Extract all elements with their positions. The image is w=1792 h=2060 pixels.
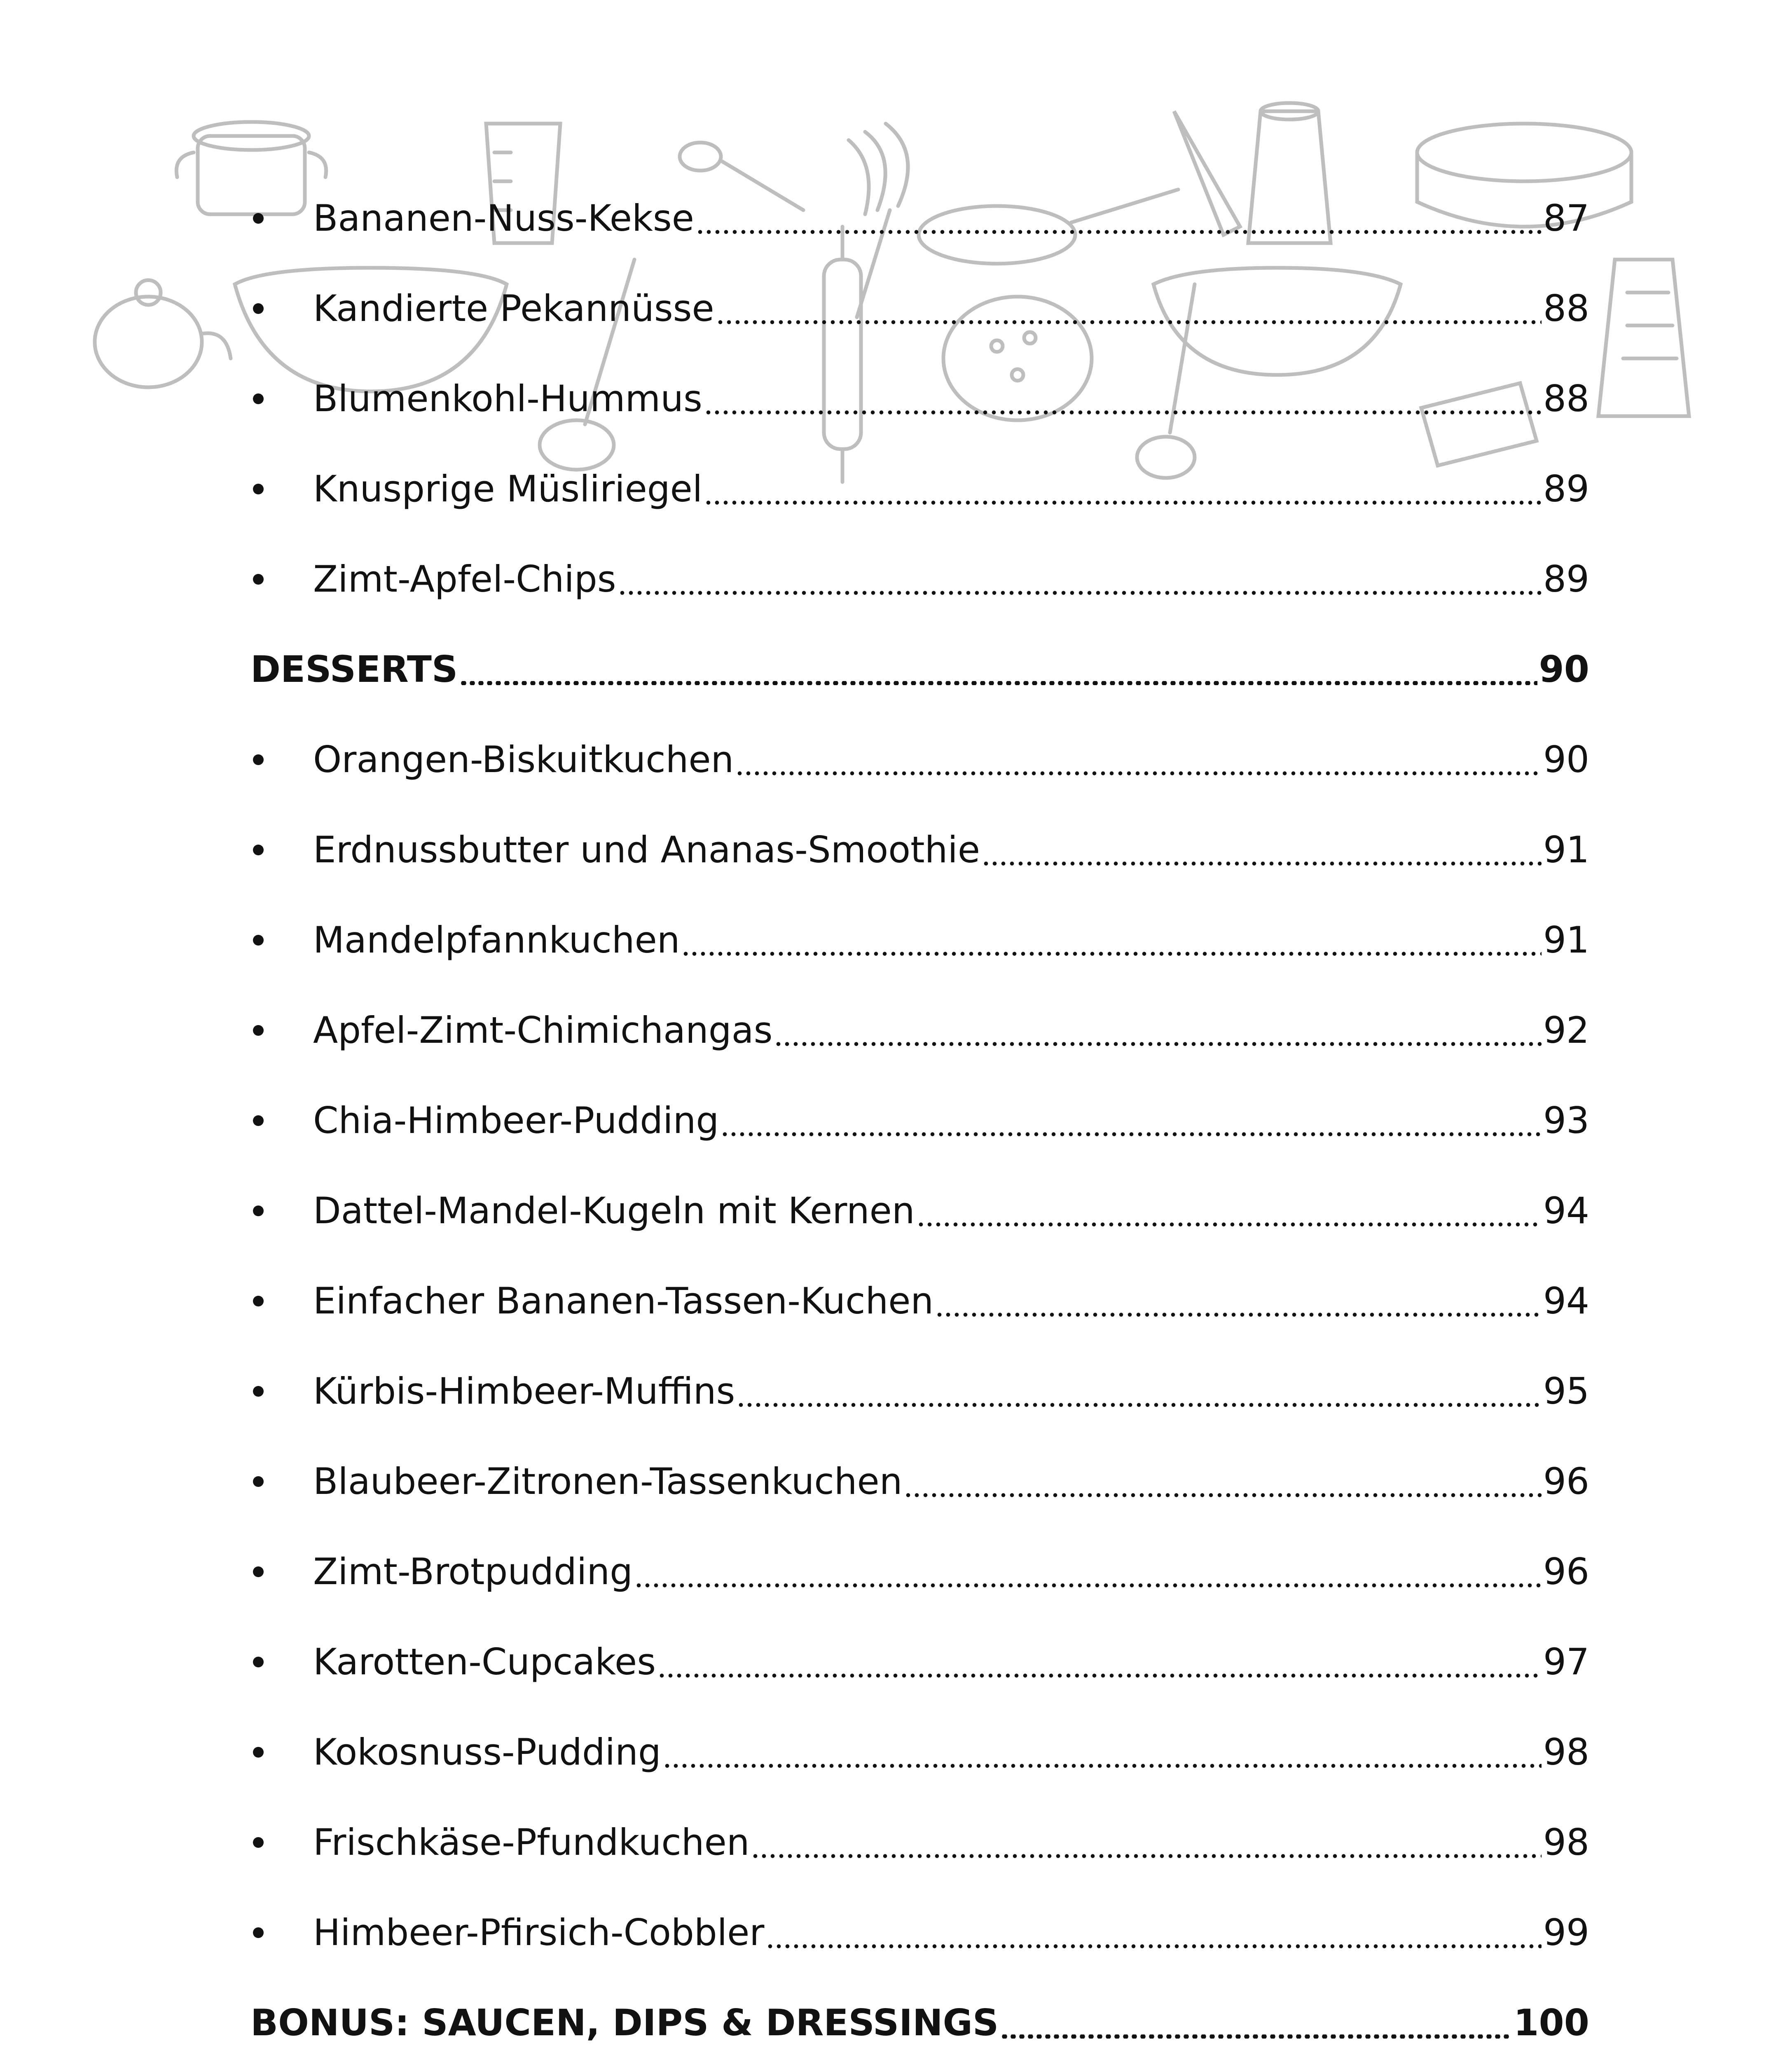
toc-entry-line — [250, 648, 1589, 691]
toc-entry[interactable] — [250, 1436, 1589, 1526]
bullet-icon — [253, 574, 264, 585]
dot-leader — [704, 501, 1542, 505]
bullet-icon — [253, 1747, 264, 1758]
dot-leader — [774, 1042, 1542, 1046]
toc-entry-page-number: 89 — [1543, 467, 1589, 510]
toc-entry-line — [313, 828, 1589, 871]
bullet-icon — [253, 754, 264, 765]
toc-entry-label: Knusprige Müsliriegel — [313, 467, 703, 510]
toc-entry-line — [313, 467, 1589, 510]
toc-entry-line — [250, 2001, 1589, 2044]
dot-leader — [681, 952, 1542, 956]
toc-entry-label: Mandelpfannkuchen — [313, 918, 680, 961]
toc-entry[interactable] — [250, 985, 1589, 1075]
toc-entry-line — [313, 197, 1589, 239]
toc-entry-page-number: 98 — [1543, 1821, 1589, 1863]
toc-entry[interactable] — [250, 1256, 1589, 1346]
toc-entry[interactable] — [250, 353, 1589, 444]
toc-entry-page-number: 96 — [1543, 1550, 1589, 1593]
toc-entry-line — [313, 1911, 1589, 1954]
toc-entry-label: Bananen-Nuss-Kekse — [313, 197, 694, 239]
toc-entry-page-number: 99 — [1543, 1911, 1589, 1954]
toc-entry[interactable] — [250, 1797, 1589, 1887]
toc-entry[interactable] — [250, 895, 1589, 985]
dot-leader — [618, 591, 1542, 595]
toc-entry-label: Apfel-Zimt-Chimichangas — [313, 1009, 773, 1051]
dot-leader — [1000, 2034, 1512, 2039]
toc-entry[interactable] — [250, 805, 1589, 895]
toc-entry-page-number: 92 — [1543, 1009, 1589, 1051]
teapot-icon — [95, 280, 231, 387]
dot-leader — [634, 1583, 1542, 1587]
bullet-icon — [253, 935, 264, 946]
toc-entry-label: Kürbis-Himbeer-Muffins — [313, 1369, 735, 1412]
dot-leader — [696, 230, 1542, 234]
toc-entry-label: Himbeer-Pfirsich-Cobbler — [313, 1911, 765, 1954]
grater-icon — [1598, 260, 1689, 416]
toc-entry-line — [313, 738, 1589, 781]
toc-entry-page-number: 95 — [1543, 1369, 1589, 1412]
bullet-icon — [253, 1566, 264, 1577]
toc-entry-label: Orangen-Biskuitkuchen — [313, 738, 734, 781]
toc-entry-page-number: 91 — [1543, 918, 1589, 961]
bullet-icon — [253, 1657, 264, 1667]
dot-leader — [663, 1764, 1542, 1768]
toc-entry-page-number: 91 — [1543, 828, 1589, 871]
toc-section-heading[interactable] — [250, 624, 1589, 714]
toc-entry-label: Dattel-Mandel-Kugeln mit Kernen — [313, 1189, 915, 1232]
dot-leader — [721, 1132, 1542, 1136]
toc-entry-label: Chia-Himbeer-Pudding — [313, 1099, 719, 1142]
bullet-icon — [253, 303, 264, 314]
bullet-icon — [253, 393, 264, 404]
bullet-icon — [253, 845, 264, 855]
toc-entry[interactable] — [250, 534, 1589, 624]
toc-entry-line — [313, 1460, 1589, 1503]
dot-leader — [735, 771, 1542, 775]
toc-entry-page-number: 94 — [1543, 1189, 1589, 1232]
bullet-icon — [253, 1476, 264, 1487]
toc-entry-line — [313, 1550, 1589, 1593]
toc-entry-page-number: 100 — [1514, 2001, 1589, 2044]
toc-entry-page-number: 87 — [1543, 197, 1589, 239]
toc-entry-page-number: 89 — [1543, 557, 1589, 600]
toc-entry-page-number: 97 — [1543, 1640, 1589, 1683]
toc-entry-label: Karotten-Cupcakes — [313, 1640, 656, 1683]
toc-entry-label: Frischkäse-Pfundkuchen — [313, 1821, 750, 1863]
bullet-icon — [253, 1296, 264, 1306]
bullet-icon — [253, 213, 264, 224]
toc-entry-label: BONUS: SAUCEN, DIPS & DRESSINGS — [250, 2001, 999, 2044]
dot-leader — [935, 1313, 1542, 1317]
toc-entry-line — [313, 918, 1589, 961]
toc-entry-line — [313, 1640, 1589, 1683]
toc-entry[interactable] — [250, 714, 1589, 805]
toc-entry-label: Zimt-Brotpudding — [313, 1550, 633, 1593]
toc-entry[interactable] — [250, 1617, 1589, 1707]
dot-leader — [657, 1674, 1542, 1678]
bullet-icon — [253, 1386, 264, 1397]
toc-entry-page-number: 98 — [1543, 1730, 1589, 1773]
toc-entry-page-number: 90 — [1539, 648, 1589, 691]
dot-leader — [982, 861, 1542, 866]
toc-entry[interactable] — [250, 444, 1589, 534]
toc-entry-label: Kandierte Pekannüsse — [313, 287, 714, 330]
toc-entry-line — [313, 1099, 1589, 1142]
dot-leader — [917, 1222, 1542, 1227]
toc-entry-label: Erdnussbutter und Ananas-Smoothie — [313, 828, 980, 871]
dot-leader — [751, 1854, 1542, 1858]
toc-entry-page-number: 93 — [1543, 1099, 1589, 1142]
toc-entry-label: Blaubeer-Zitronen-Tassenkuchen — [313, 1460, 903, 1503]
dot-leader — [704, 410, 1542, 414]
bullet-icon — [253, 484, 264, 494]
toc-entry-label: Einfacher Bananen-Tassen-Kuchen — [313, 1279, 934, 1322]
bullet-icon — [253, 1206, 264, 1216]
toc-entry-page-number: 90 — [1543, 738, 1589, 781]
toc-entry-page-number: 88 — [1543, 287, 1589, 330]
dot-leader — [716, 320, 1542, 324]
toc-section-heading[interactable] — [250, 1978, 1589, 2060]
toc-entry-line — [313, 1369, 1589, 1412]
toc-entry-line — [313, 287, 1589, 330]
toc-entry-line — [313, 1189, 1589, 1232]
toc-entry-page-number: 96 — [1543, 1460, 1589, 1503]
bullet-icon — [253, 1927, 264, 1938]
bullet-icon — [253, 1025, 264, 1036]
toc-entry-label: Blumenkohl-Hummus — [313, 377, 702, 420]
toc-entry-line — [313, 377, 1589, 420]
toc-entry[interactable] — [250, 1346, 1589, 1436]
toc-entry-line — [313, 1730, 1589, 1773]
toc-entry[interactable] — [250, 173, 1589, 263]
toc-entry[interactable] — [250, 1526, 1589, 1617]
toc-entry[interactable] — [250, 1887, 1589, 1978]
table-of-contents — [250, 173, 1589, 2060]
toc-entry-line — [313, 557, 1589, 600]
toc-entry-line — [313, 1821, 1589, 1863]
toc-entry[interactable] — [250, 1166, 1589, 1256]
toc-entry-page-number: 94 — [1543, 1279, 1589, 1322]
toc-entry-page-number: 88 — [1543, 377, 1589, 420]
bullet-icon — [253, 1115, 264, 1126]
toc-entry-label: Zimt-Apfel-Chips — [313, 557, 616, 600]
toc-entry[interactable] — [250, 1707, 1589, 1797]
toc-entry-label: DESSERTS — [250, 648, 458, 691]
dot-leader — [904, 1493, 1542, 1497]
toc-entry-label: Kokosnuss-Pudding — [313, 1730, 661, 1773]
dot-leader — [766, 1944, 1542, 1948]
toc-entry-line — [313, 1009, 1589, 1051]
dot-leader — [737, 1403, 1542, 1407]
toc-entry-line — [313, 1279, 1589, 1322]
bullet-icon — [253, 1837, 264, 1848]
dot-leader — [459, 681, 1537, 685]
toc-entry[interactable] — [250, 1075, 1589, 1166]
toc-entry[interactable] — [250, 263, 1589, 353]
